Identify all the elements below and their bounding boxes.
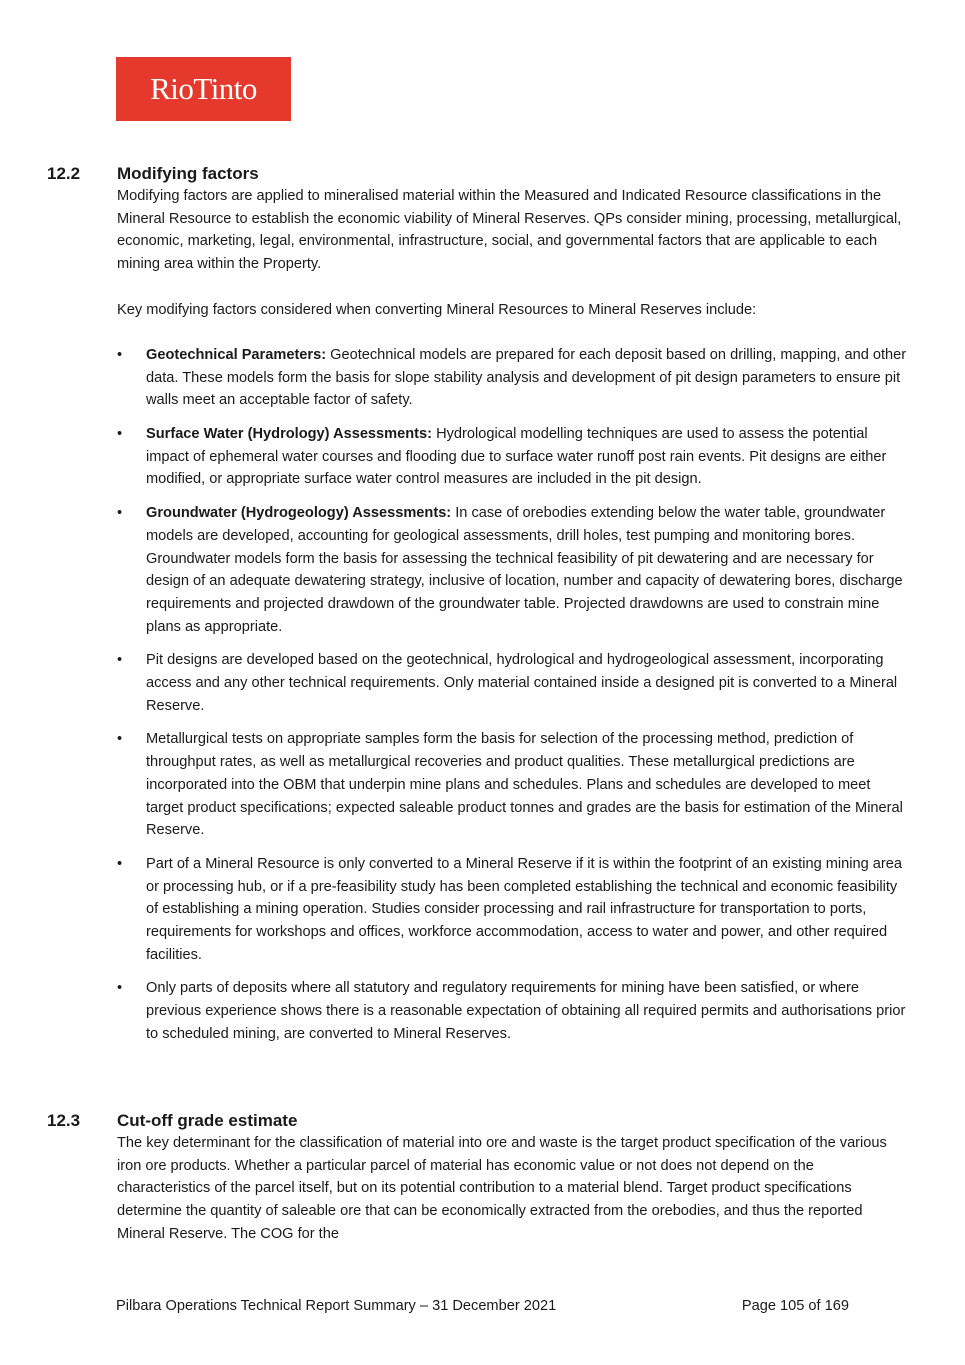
list-item: • Surface Water (Hydrology) Assessments: Hydrological modelling techniques are used to assess the potential impact of ephemeral water courses and flooding due to surface water runoff post rain events. Pit designs are either modified, or appropriate surface water control measures are included in the pit design.	[117, 426, 887, 488]
list-item: • Groundwater (Hydrogeology) Assessments: In case of orebodies extending below the water table, groundwater models are developed, accounting for geological assessments, drill holes, test pumping and monitoring bores. Groundwater models form the basis for assessing the technical feasibility of pit dewatering and are necessary for design of an adequate dewatering strategy, inclusive of location, number and capacity of dewatering bores, discharge requirements and projected drawdown of the groundwater table. Projected drawdowns are used to constrain mine plans as appropriate.	[117, 505, 903, 635]
list-item: • Geotechnical Parameters: Geotechnical models are prepared for each deposit based on drilling, mapping, and other data. These models form the basis for slope stability analysis and development of pit design parameters to ensure pit walls meet an acceptable factor of safety.	[117, 346, 907, 409]
list-item: • Pit designs are developed based on the geotechnical, hydrological and hydrogeological assessment, incorporating access and any other technical requirements. Only material contained inside a designed pit is converted to a Mineral Reserve.	[117, 652, 898, 714]
logo-text: RioTinto	[150, 71, 257, 106]
page-footer	[116, 1298, 849, 1314]
section-number: 12.2	[47, 164, 81, 183]
section-heading	[47, 163, 907, 185]
rio-tinto-logo	[116, 57, 291, 121]
modifying-factors-list	[117, 344, 907, 1046]
list-item: • Part of a Mineral Resource is only converted to a Mineral Reserve if it is within the footprint of an existing mining area or processing hub, or if a pre-feasibility study has been completed establishing the technical and economic feasibility of establishing a mining operation. Studies consider processing and rail infrastructure for transportation to ports, requirements for workshops and offices, workforce accommodation, access to water and power, and other required facilities.	[117, 855, 902, 963]
page-number: Page 105 of 169	[741, 1298, 849, 1314]
list-item: • Only parts of deposits where all statutory and regulatory requirements for mining have been satisfied, or where previous experience shows there is a reasonable expectation of obtaining all required permits and authorisations prior to scheduled mining, are converted to Mineral Reserves.	[117, 980, 906, 1042]
section-title: Modifying factors	[117, 164, 259, 183]
section-number: 12.3	[47, 1111, 81, 1130]
section-12-3	[47, 1110, 907, 1246]
section-heading	[47, 1110, 907, 1132]
footer-title: Pilbara Operations Technical Report Summary – 31 December 2021	[116, 1298, 557, 1314]
section-body-paragraph: The key determinant for the classification of material into ore and waste is the target product specification of the various iron ore products. Whether a particular parcel of material has economic value or not does not depend on the characteristics of the parcel itself, but on its potential contribution to a material blend. Target product specifications determine the quantity of saleable ore that can be economically extracted from the orebodies, and thus the reported Mineral Reserve. The COG for the	[117, 1135, 887, 1242]
section-intro-paragraph: Modifying factors are applied to mineralised material within the Measured and Indicated Resource classifications in the Mineral Resource to establish the economic viability of Mineral Reserves. QPs consider mining, processing, metallurgical, economic, marketing, legal, environmental, infrastructure, social, and governmental factors that are applicable to each mining area within the Property.	[117, 188, 902, 273]
section-lead-paragraph: Key modifying factors considered when converting Mineral Resources to Mineral Reserves include:	[117, 301, 757, 318]
section-title: Cut-off grade estimate	[117, 1111, 298, 1130]
section-12-2	[47, 163, 907, 1057]
list-item: • Metallurgical tests on appropriate samples form the basis for selection of the processing method, prediction of throughput rates, as well as metallurgical recoveries and product qualities. These metallurgical predictions are incorporated into the OBM that underpin mine plans and schedules. Plans and schedules are developed to meet target product specifications; expected saleable product tonnes and grades are the basis for estimation of the Mineral Reserve.	[117, 731, 903, 839]
